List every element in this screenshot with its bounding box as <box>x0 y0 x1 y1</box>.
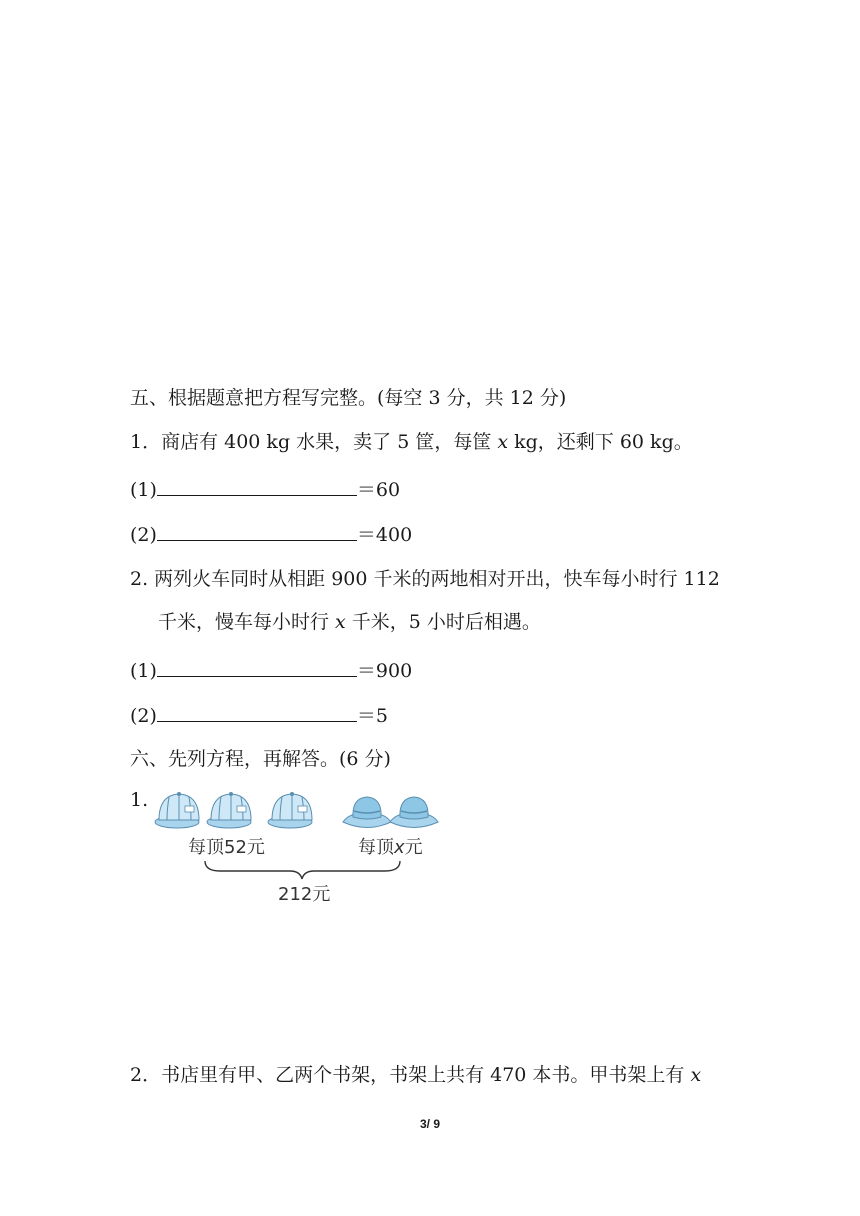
brace <box>205 861 400 879</box>
answer-blank[interactable] <box>157 656 357 677</box>
question-6-1-number: 1. <box>130 789 149 811</box>
answer-blank[interactable] <box>157 701 357 722</box>
answer-blank[interactable] <box>157 520 357 541</box>
answer-line-5-2-2 <box>130 701 388 729</box>
hats-price-label: 每顶x元 <box>358 837 423 858</box>
answer-line-5-1-2 <box>130 520 412 548</box>
answer-label: (1) <box>130 479 157 501</box>
baseball-cap-icon <box>268 792 312 828</box>
question-5-2-text-a: 千米，慢车每小时行 <box>158 611 336 633</box>
section5-heading: 五、根据题意把方程写完整。(每空 3 分，共 12 分) <box>130 387 567 409</box>
caps-price-label: 每顶52元 <box>188 837 265 858</box>
question-5-1 <box>130 429 693 455</box>
answer-blank[interactable] <box>157 475 357 496</box>
cowboy-hat-icon <box>343 797 391 828</box>
baseball-cap-icon <box>155 792 199 828</box>
page-number: 3/ 9 <box>419 1117 440 1131</box>
question-5-2-line2 <box>158 609 541 635</box>
question-5-2-line1: 2. 两列火车同时从相距 900 千米的两地相对开出，快车每小时行 112 <box>130 568 720 590</box>
question-5-1-text-b: kg，还剩下 60 kg。 <box>508 431 693 453</box>
answer-result: ＝400 <box>356 524 413 546</box>
question-5-1-text-a: 1．商店有 400 kg 水果，卖了 5 筐，每筐 <box>130 431 498 453</box>
caps-hats-figure <box>150 783 450 908</box>
answer-result: ＝5 <box>356 705 389 727</box>
question-5-2-var: x <box>335 611 346 633</box>
answer-line-5-1-1 <box>130 475 400 503</box>
answer-result: ＝900 <box>356 660 413 682</box>
answer-line-5-2-1 <box>130 656 412 684</box>
cowboy-hat-icon <box>390 797 438 828</box>
answer-label: (2) <box>130 705 157 727</box>
answer-label: (1) <box>130 660 157 682</box>
question-6-2 <box>130 1062 701 1088</box>
section6-heading: 六、先列方程，再解答。(6 分) <box>130 748 391 770</box>
total-price-label: 212元 <box>278 884 331 905</box>
question-6-2-var: x <box>690 1064 702 1086</box>
question-5-1-var: x <box>497 431 509 453</box>
answer-result: ＝60 <box>356 479 401 501</box>
baseball-cap-icon <box>207 792 251 828</box>
question-5-2-text-b: 千米，5 小时后相遇。 <box>345 611 541 633</box>
question-6-2-text: 2．书店里有甲、乙两个书架，书架上共有 470 本书。甲书架上有 <box>130 1064 691 1086</box>
answer-label: (2) <box>130 524 157 546</box>
